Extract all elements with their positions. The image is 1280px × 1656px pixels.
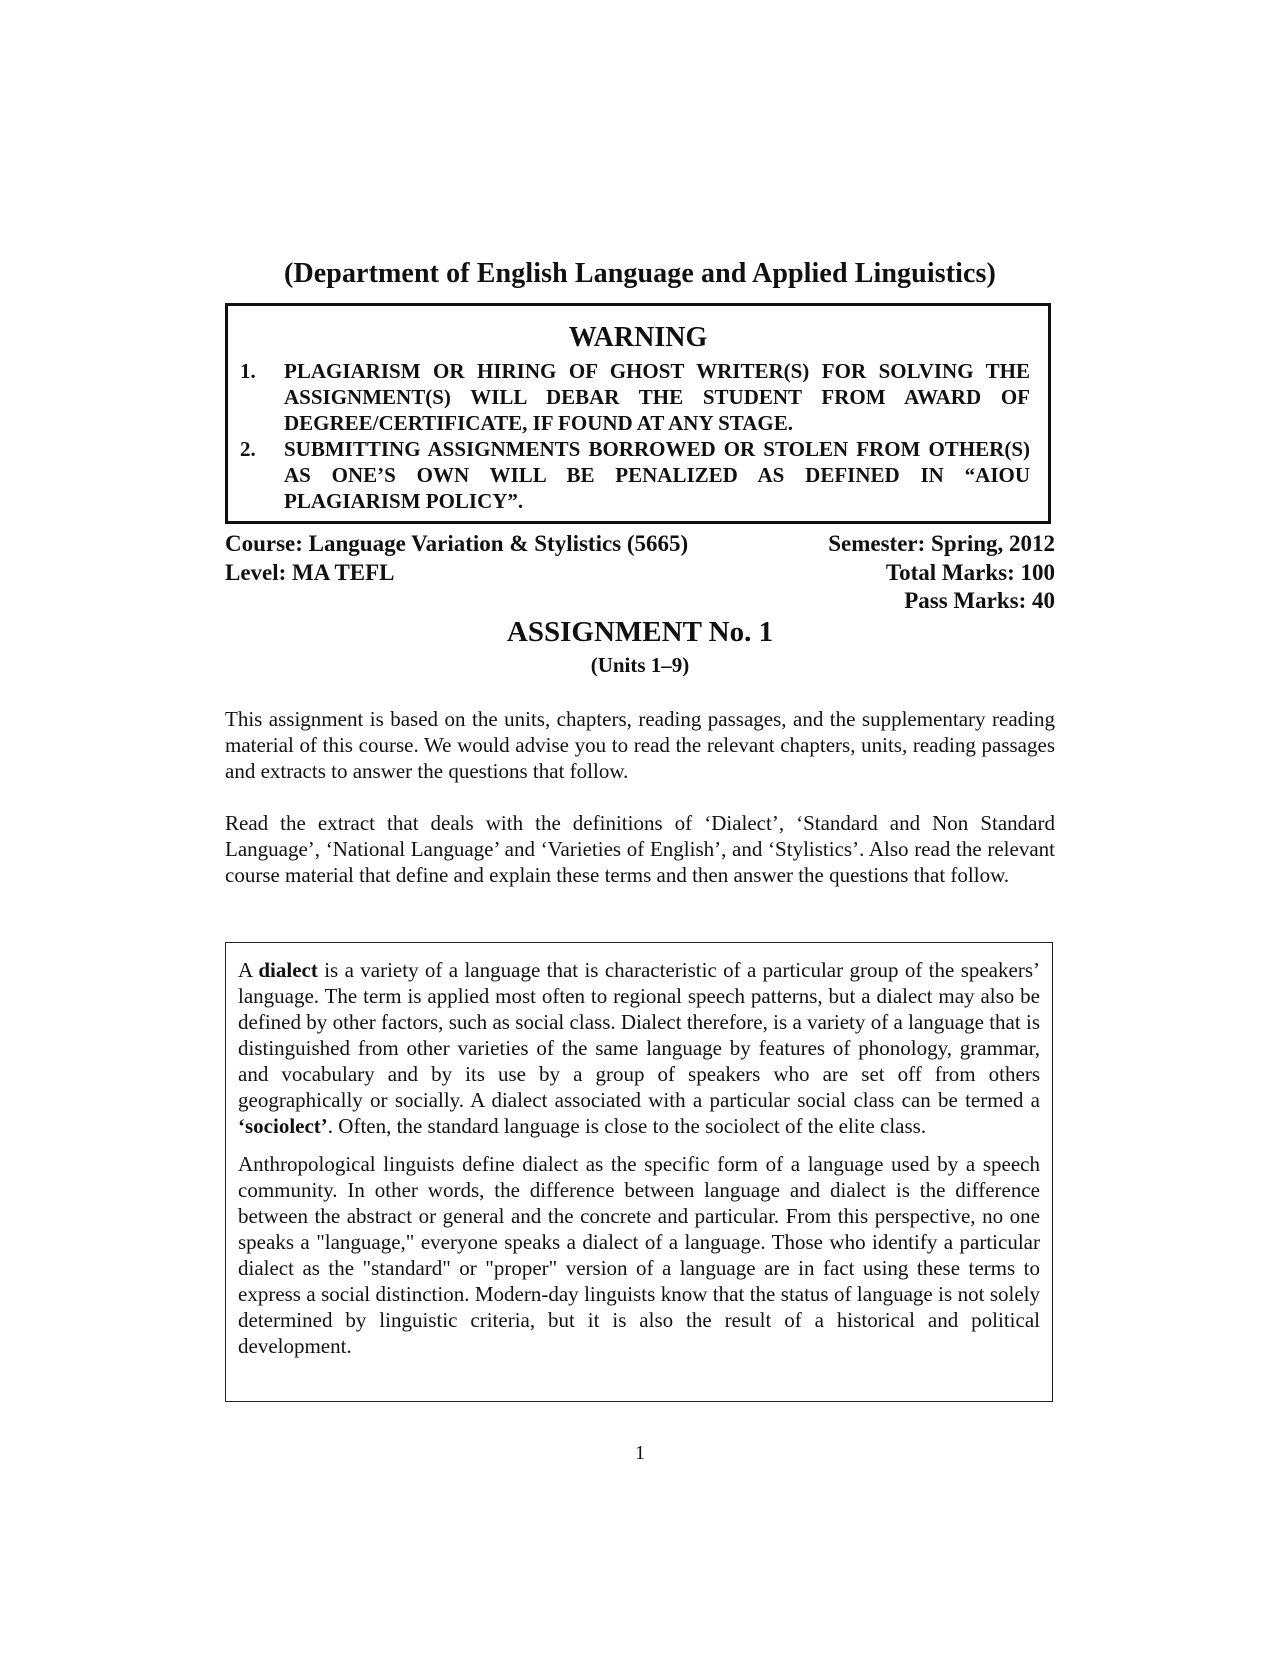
- warning-item-text: PLAGIARISM OR HIRING OF GHOST WRITER(S) FOR SOLVING THE ASSIGNMENT(S) WILL DEBAR THE STUDENT FROM AWARD OF DEGREE/CERTIFICATE, IF FOUND AT ANY STAGE.: [284, 359, 1030, 435]
- assignment-units: (Units 1–9): [590, 653, 690, 677]
- department-heading: (Department of English Language and Applied Linguistics): [284, 258, 996, 289]
- extract-box: [225, 942, 1053, 1402]
- page-number: 1: [635, 1442, 645, 1464]
- pass-marks-label: Pass Marks: 40: [904, 588, 1055, 613]
- warning-box: [225, 303, 1051, 524]
- instructions-paragraph: Read the extract that deals with the definitions of ‘Dialect’, ‘Standard and Non Standard Language’, ‘National Language’ and ‘Varieties of English’, and ‘Stylistics’. Also read the relevant course material that define and explain these terms and then answer the questions that follow.: [225, 811, 1055, 887]
- extract-text: A: [238, 958, 259, 982]
- extract-paragraph-2: Anthropological linguists define dialect as the specific form of a language used by a speech community. In other words, the difference between language and dialect is the difference between the abstract or general and the concrete and particular. From this perspective, no one speaks a "language," everyone speaks a dialect of a language. Those who identify a particular dialect as the "standard" or "proper" version of a language are in fact using these terms to express a social distinction. Modern-day linguists know that the status of language is not solely determined by linguistic criteria, but it is also the result of a historical and political development.: [238, 1152, 1040, 1358]
- intro-paragraph: This assignment is based on the units, chapters, reading passages, and the supplementary reading material of this course. We would advise you to read the relevant chapters, units, reading passages and extracts to answer the questions that follow.: [225, 707, 1055, 783]
- term-dialect: dialect: [258, 958, 318, 982]
- extract-text: . Often, the standard language is close to the sociolect of the elite class.: [327, 1114, 927, 1138]
- warning-item: [240, 436, 1030, 514]
- warning-item-text: SUBMITTING ASSIGNMENTS BORROWED OR STOLEN FROM OTHER(S) AS ONE’S OWN WILL BE PENALIZED AS DEFINED IN “AIOU PLAGIARISM POLICY”.: [284, 437, 1030, 513]
- level-label: Level: MA TEFL: [225, 560, 395, 585]
- assignment-title: ASSIGNMENT No. 1: [506, 616, 774, 648]
- total-marks-label: Total Marks: 100: [885, 560, 1055, 585]
- warning-item: [240, 358, 1030, 436]
- course-label: Course: Language Variation & Stylistics (5665): [225, 531, 689, 556]
- warning-item-number: 1.: [240, 359, 256, 383]
- warning-item-number: 2.: [240, 437, 256, 461]
- semester-label: Semester: Spring, 2012: [828, 531, 1055, 556]
- extract-text: is a variety of a language that is characteristic of a particular group of the speakers’ language. The term is applied most often to regional speech patterns, but a dialect may also be defined by other factors, such as social class. Dialect therefore, is a variety of a language that is distinguished from other varieties of the same language by features of phonology, grammar, and vocabulary and by its use by a group of speakers who are set off from others geographically or socially. A dialect associated with a particular social class can be termed a: [238, 958, 1040, 1112]
- warning-title: WARNING: [568, 322, 708, 353]
- term-sociolect: ‘sociolect’: [238, 1114, 328, 1138]
- extract-paragraph-1: [238, 957, 1040, 1139]
